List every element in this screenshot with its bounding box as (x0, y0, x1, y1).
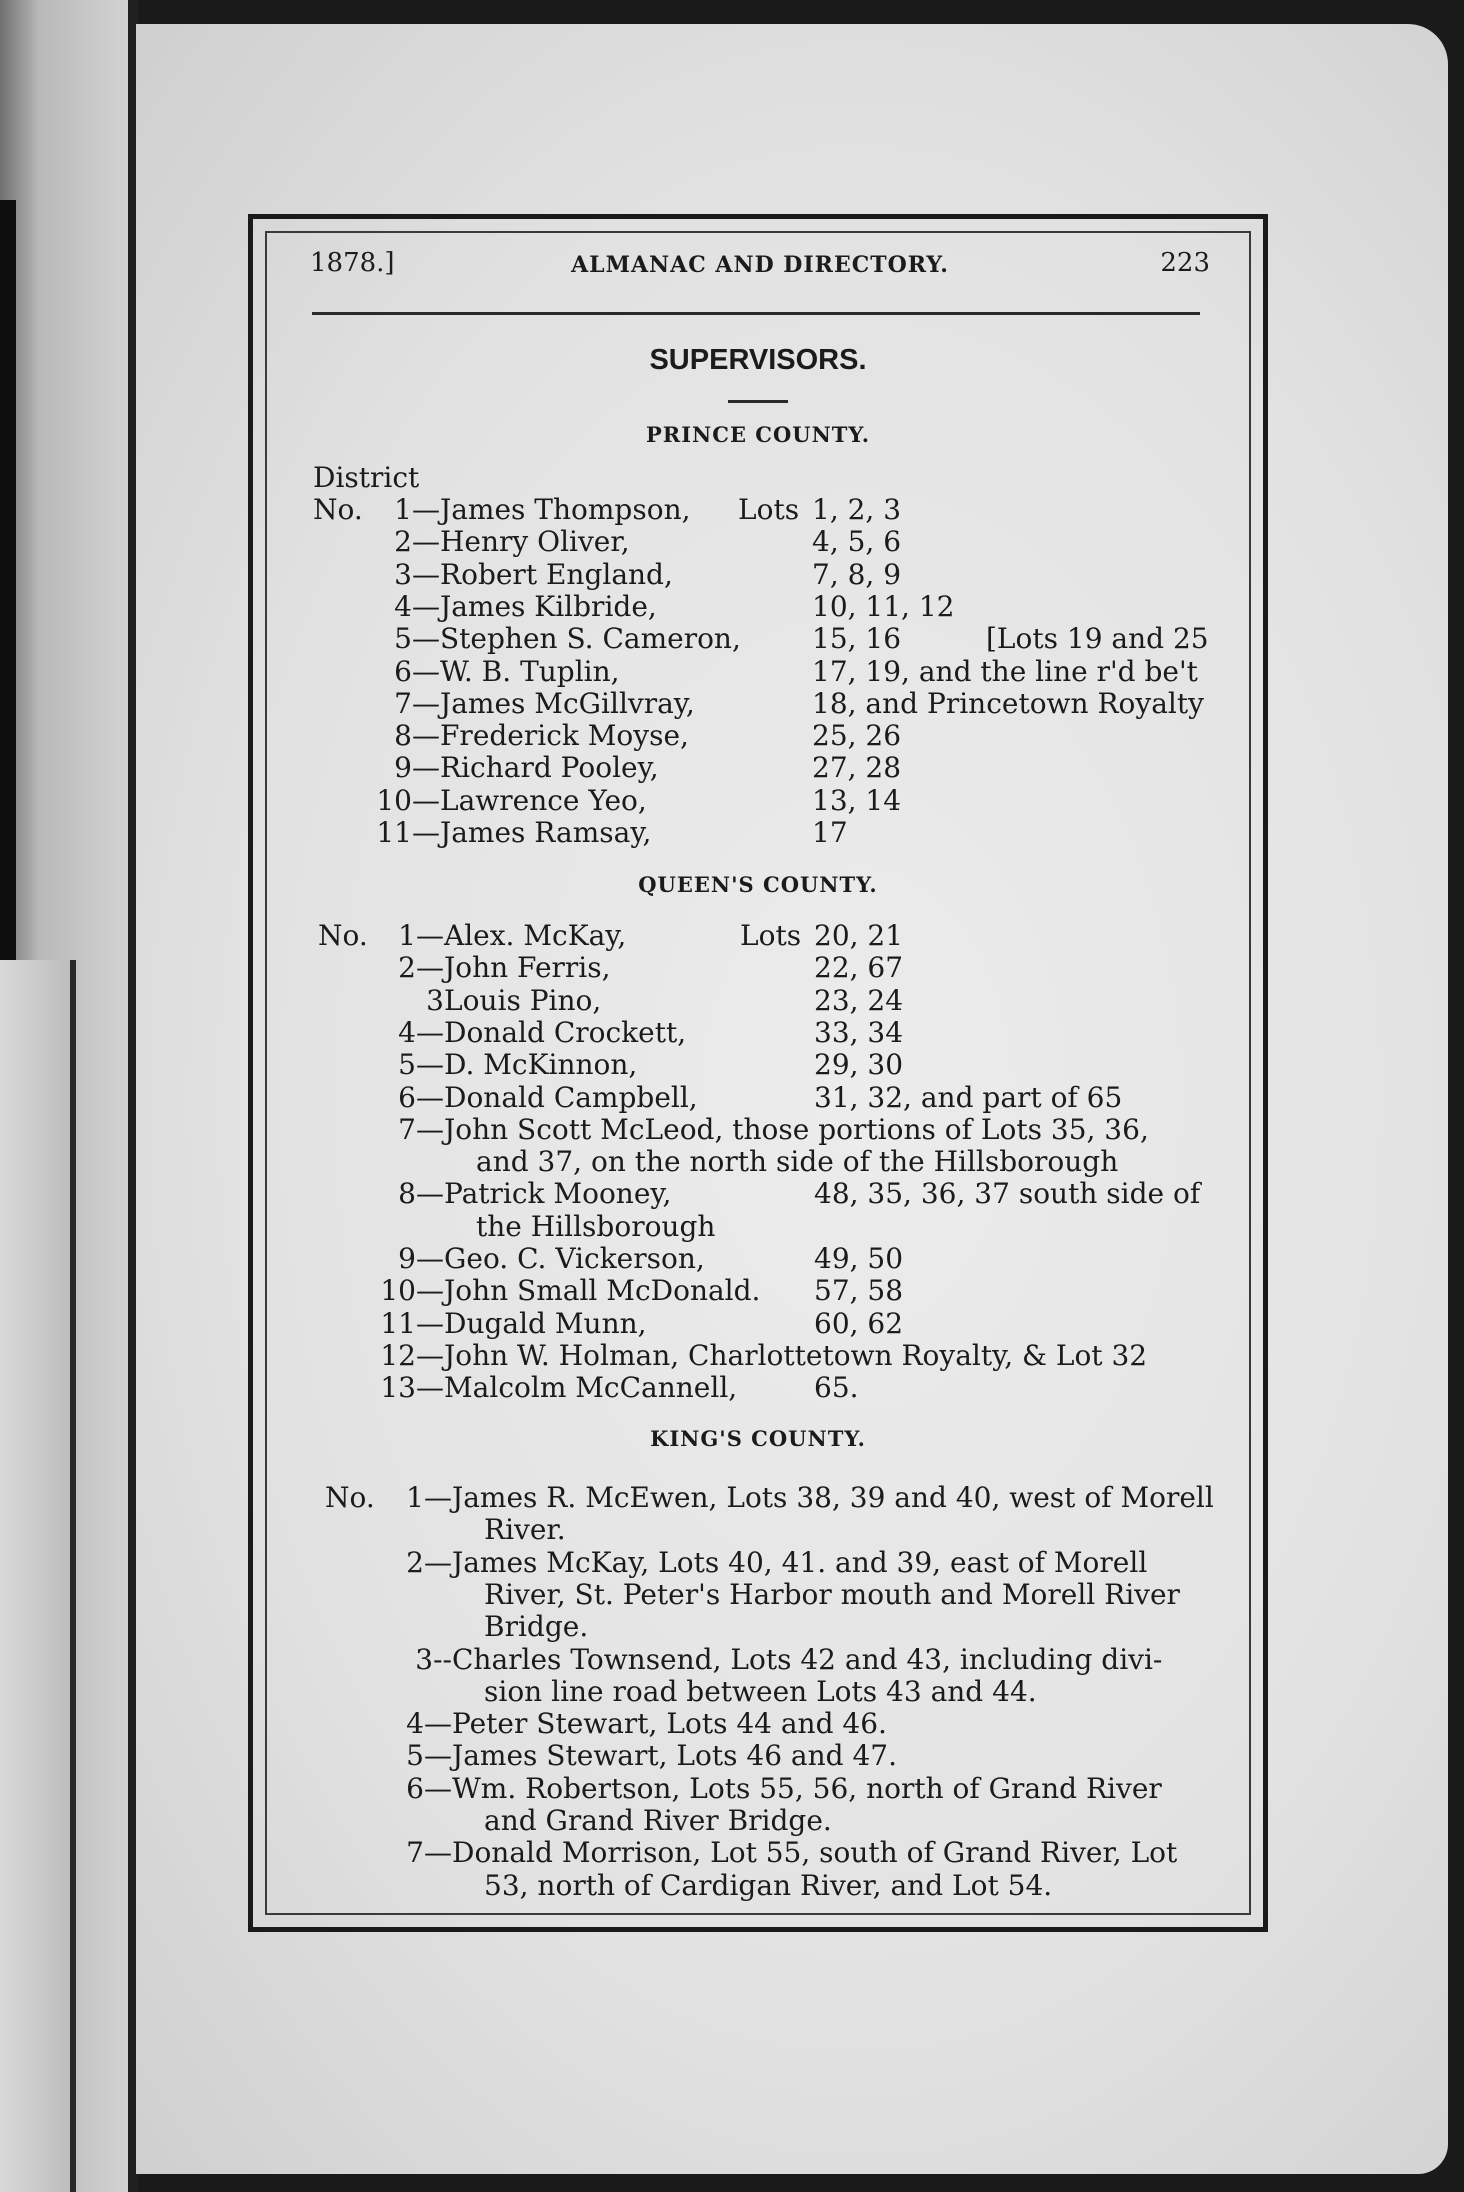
lots-value: 18, and Princetown Royalty (812, 686, 1204, 720)
entry-number: 3-- (415, 1642, 452, 1676)
entry-number: 10— (380, 1274, 444, 1308)
header-year: 1878.] (310, 248, 395, 278)
entry-number: 2— (398, 951, 444, 985)
supervisor-name: James Kilbride, (440, 589, 657, 623)
prince-county-heading: PRINCE COUNTY. (645, 422, 871, 447)
lots-value: 7, 8, 9 (812, 557, 902, 591)
entry-number: 2— (394, 525, 440, 559)
title-rule (728, 400, 788, 403)
entry-text-cont: and 37, on the north side of the Hillsborough (476, 1145, 1119, 1179)
lots-value: 13, 14 (812, 783, 902, 817)
entry-text: Wm. Robertson, Lots 55, 56, north of Grand River (452, 1771, 1162, 1805)
supervisor-name: Dugald Munn, (444, 1306, 647, 1340)
entry-number: 9— (394, 751, 440, 785)
entry-number: 1— (398, 919, 444, 952)
supervisor-name: Geo. C. Vickerson, (444, 1242, 705, 1275)
entry-text: John Scott McLeod, those portions of Lots 35, 36, (444, 1112, 1149, 1146)
entry-number: 6— (394, 654, 440, 688)
entry-number: 10— (376, 783, 440, 817)
supervisor-name: Henry Oliver, (440, 525, 630, 559)
entry-number: 13— (380, 1371, 444, 1405)
supervisor-name: Alex. McKay, (444, 919, 627, 952)
entry-text-cont: River. (484, 1513, 566, 1547)
supervisor-name: W. B. Tuplin, (440, 654, 620, 688)
entry-text-cont: the Hillsborough (476, 1209, 716, 1243)
entry-number: 6— (406, 1771, 452, 1805)
lots-value: 15, 16 (812, 622, 902, 656)
supervisor-name: James Ramsay, (440, 816, 652, 849)
lots-value: 1, 2, 3 (812, 493, 902, 526)
supervisor-name: Robert England, (440, 557, 673, 591)
no-label: No. (313, 493, 363, 526)
entry-number: 3— (394, 557, 440, 591)
supervisor-name: Malcolm McCannell, (444, 1371, 738, 1405)
lots-value: 20, 21 (814, 919, 904, 952)
lots-value: 29, 30 (814, 1048, 904, 1082)
lots-value: 49, 50 (814, 1242, 904, 1275)
entry-number: 5— (398, 1048, 444, 1082)
supervisor-name: Stephen S. Cameron, (440, 622, 741, 656)
facing-page-fold (0, 960, 76, 2192)
page-title: SUPERVISORS. (649, 344, 867, 376)
entry-text-cont: River, St. Peter's Harbor mouth and Morell River (484, 1577, 1180, 1611)
entry-number: 1— (394, 493, 440, 526)
entry-number: 4— (406, 1707, 452, 1741)
district-label: District (313, 461, 420, 494)
entry-text-cont: sion line road between Lots 43 and 44. (484, 1674, 1037, 1708)
page-number: 223 (1160, 248, 1210, 278)
supervisor-name: John Ferris, (444, 951, 611, 985)
header-title: ALMANAC AND DIRECTORY. (571, 252, 949, 278)
entry-text: Peter Stewart, Lots 44 and 46. (452, 1707, 887, 1741)
supervisor-name: James McGillvray, (440, 686, 695, 720)
lots-value: 31, 32, and part of 65 (814, 1080, 1123, 1114)
entry-number: 4— (394, 589, 440, 623)
lots-value: 23, 24 (814, 983, 904, 1017)
entry-number: 11— (380, 1306, 444, 1340)
lots-value: 17 (812, 816, 848, 849)
entry-number: 7— (394, 686, 440, 720)
entry-text: James R. McEwen, Lots 38, 39 and 40, west of Morell (452, 1481, 1214, 1514)
entry-number: 8— (394, 719, 440, 753)
supervisor-name: Louis Pino, (444, 983, 602, 1017)
entry-text-cont: Bridge. (484, 1610, 589, 1644)
entry-text: Charles Townsend, Lots 42 and 43, including divi- (452, 1642, 1163, 1676)
entry-number: 7— (406, 1836, 452, 1870)
supervisor-name: Frederick Moyse, (440, 719, 689, 753)
lots-value: 60, 62 (814, 1306, 904, 1340)
queens-county-heading: QUEEN'S COUNTY. (638, 872, 878, 897)
entry-text: Donald Morrison, Lot 55, south of Grand River, Lot (452, 1836, 1178, 1870)
lots-value: 10, 11, 12 (812, 589, 955, 623)
lots-label: Lots (738, 493, 800, 526)
lots-value: 57, 58 (814, 1274, 904, 1308)
continued-note: [Lots 19 and 25 (986, 622, 1209, 656)
entry-text-cont: and Grand River Bridge. (484, 1804, 832, 1837)
lots-value: 25, 26 (812, 719, 902, 753)
supervisor-name: James Thompson, (440, 493, 691, 526)
supervisor-name: Donald Crockett, (444, 1015, 687, 1049)
entry-number: 5— (394, 622, 440, 656)
kings-county-heading: KING'S COUNTY. (650, 1426, 866, 1451)
entry-text: James Stewart, Lots 46 and 47. (452, 1739, 897, 1773)
entry-text: James McKay, Lots 40, 41. and 39, east of Morell (452, 1545, 1148, 1579)
entry-number: 7— (398, 1112, 444, 1146)
entry-number: 9— (398, 1242, 444, 1275)
lots-value: 27, 28 (812, 751, 902, 785)
supervisor-name: John Small McDonald. (444, 1274, 761, 1308)
entry-number: 8— (398, 1177, 444, 1211)
lots-value: 48, 35, 36, 37 south side of (814, 1177, 1201, 1211)
facing-page-shadow (0, 200, 16, 960)
entry-number: 4— (398, 1015, 444, 1049)
entry-text: John W. Holman, Charlottetown Royalty, & Lot 32 (444, 1338, 1148, 1372)
lots-value: 22, 67 (814, 951, 904, 985)
running-header (310, 248, 1210, 288)
supervisor-name: Patrick Mooney, (444, 1177, 672, 1211)
lots-value: 33, 34 (814, 1015, 904, 1049)
entry-number: 11— (376, 816, 440, 849)
no-label: No. (318, 919, 368, 952)
supervisor-name: Richard Pooley, (440, 751, 659, 785)
lots-label: Lots (740, 919, 802, 952)
entry-number: 12— (380, 1338, 444, 1372)
entry-number: 6— (398, 1080, 444, 1114)
supervisor-name: Donald Campbell, (444, 1080, 698, 1114)
header-rule (312, 312, 1200, 315)
entry-number: 1— (406, 1481, 452, 1514)
lots-value: 4, 5, 6 (812, 525, 902, 559)
lots-value: 17, 19, and the line r'd be't (812, 654, 1198, 688)
entry-number: 2— (406, 1545, 452, 1579)
entry-text-cont: 53, north of Cardigan River, and Lot 54. (484, 1868, 1053, 1902)
supervisor-name: Lawrence Yeo, (440, 783, 647, 817)
no-label: No. (325, 1481, 375, 1514)
entry-number: 5— (406, 1739, 452, 1773)
lots-value: 65. (814, 1371, 859, 1405)
supervisor-name: D. McKinnon, (444, 1048, 638, 1082)
entry-number: 3 (426, 983, 444, 1017)
